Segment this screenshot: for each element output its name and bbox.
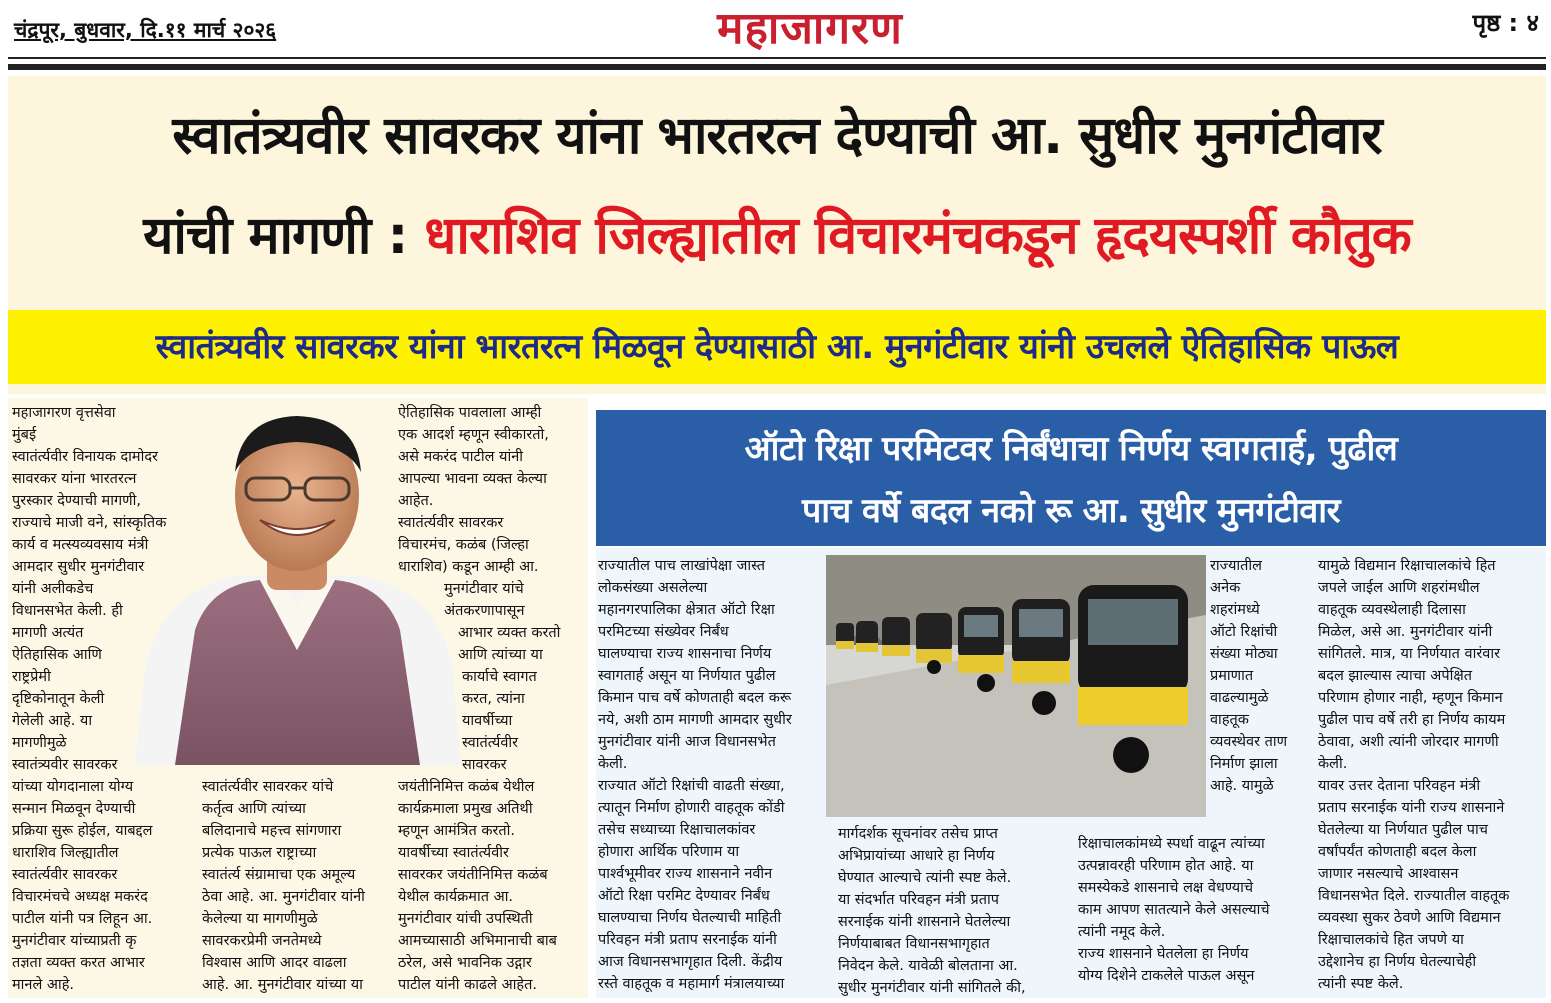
main-col1-line: राष्ट्रप्रेमी: [12, 669, 51, 685]
auto-col1-line: त्यातून निर्माण होणारी वाहतूक कोंडी: [598, 800, 785, 816]
auto-col4-line: रिक्षाचालकांचे हित जपणे या: [1318, 932, 1464, 948]
auto-col4-line: यामुळे विद्यमान रिक्षाचालकांचे हित: [1318, 558, 1496, 574]
auto-col4-line: सांगितले. मात्र, या निर्णयात वारंवार: [1318, 646, 1501, 662]
auto-col2-line: सुधीर मुनगंटीवार यांनी सांगितले की,: [838, 980, 1026, 996]
main-col1-line: मुंबई: [12, 427, 37, 443]
main-col3-line: आहेत.: [398, 493, 434, 509]
auto-col1-line: परमिटच्या संख्येवर निर्बंध: [598, 624, 729, 640]
main-col3-line: करत, त्यांना: [462, 691, 525, 707]
auto-col2-line: सरनाईक यांनी शासनाने घेतलेल्या: [838, 914, 1011, 930]
main-col3-line: आणि त्यांच्या या: [458, 647, 543, 663]
auto-col4-line: बदल झाल्यास त्याचा अपेक्षित: [1318, 668, 1473, 684]
main-col1-line: स्वातंत्र्यवीर सावरकर: [12, 757, 118, 773]
auto-col2-line: या संदर्भात परिवहन मंत्री प्रताप: [838, 892, 999, 908]
auto-col3-line: वाढल्यामुळे: [1210, 690, 1269, 706]
auto-col1-line: नये, अशी ठाम मागणी आमदार सुधीर: [598, 712, 792, 728]
auto-col4-line: यावर उत्तर देताना परिवहन मंत्री: [1318, 778, 1481, 794]
main-col1-line: विचारमंचचे अध्यक्ष मकरंद: [12, 889, 148, 905]
auto-headline-line2: पाच वर्षे बदल नको रू आ. सुधीर मुनगंटीवार: [801, 491, 1341, 531]
main-col3-line: एक आदर्श म्हणून स्वीकारतो,: [398, 427, 549, 443]
main-col1-line: स्वातंर्त्यवीर सावरकर: [12, 867, 118, 883]
main-col1-line: प्रक्रिया सुरू होईल, याबद्दल: [12, 823, 153, 839]
auto-col4-line: जाणार नसल्याचे आश्वासन: [1318, 866, 1459, 882]
main-headline-black: यांची मागणी :: [143, 206, 425, 266]
main-story-col3-top: [398, 402, 576, 776]
auto-col4-line: घेतलेल्या या निर्णयात पुढील पाच: [1318, 822, 1488, 838]
main-headline-box: [8, 76, 1546, 394]
auto-story-col3-top: [1210, 555, 1306, 797]
auto-col3-line: राज्यातील: [1210, 558, 1262, 574]
auto-col4-line: प्रताप सरनाईक यांनी राज्य शासनाने: [1318, 800, 1505, 816]
auto-col3-line: रिक्षाचालकांमध्ये स्पर्धा वाढून त्यांच्या: [1078, 836, 1265, 852]
main-col2-line: स्वातंर्त्यवीर सावरकर यांचे: [202, 779, 334, 795]
main-col3-line: स्वातंर्त्यवीर सावरकर: [398, 515, 504, 531]
main-col1-line: मागणी अत्यंत: [12, 625, 84, 641]
auto-col4-line: मिळेल, असे आ. मुनगंटीवार यांनी: [1318, 624, 1493, 640]
auto-story-col4: [1318, 555, 1542, 995]
auto-col1-line: आज विधानसभागृहात दिली. केंद्रीय: [598, 954, 783, 970]
auto-rickshaw-row-photo: [826, 555, 1206, 817]
main-col2-line: केलेल्या या मागणीमुळे: [202, 911, 318, 927]
auto-col4-line: उद्देशानेच हा निर्णय घेतल्याचेही: [1318, 954, 1477, 970]
main-col1-line: पाटील यांनी पत्र लिहून आ.: [12, 911, 153, 927]
auto-col1-line: मुनगंटीवार यांनी आज विधानसभेत: [598, 734, 776, 750]
main-col1-line: गेलेली आहे. या: [12, 713, 93, 729]
main-col3-line: आपल्या भावना व्यक्त केल्या: [398, 471, 547, 487]
main-col2-line: कर्तृत्व आणि त्यांच्या: [202, 801, 306, 817]
auto-col3-line: राज्य शासनाने घेतलेला हा निर्णय: [1078, 946, 1249, 962]
main-col3-line: कार्यक्रमाला प्रमुख अतिथी: [398, 801, 533, 817]
auto-col1-line: किमान पाच वर्षे कोणताही बदल करू: [598, 690, 792, 706]
auto-col2-line: घेण्यात आल्याचे त्यांनी स्पष्ट केले.: [838, 870, 1012, 886]
main-col1-line: सन्मान मिळवून देण्याची: [12, 801, 136, 817]
auto-col1-line: स्वागतार्ह असून या निर्णयात पुढील: [598, 668, 776, 684]
main-col1-line: ऐतिहासिक आणि: [12, 647, 102, 663]
auto-col4-line: केली.: [1318, 756, 1348, 772]
auto-col3-line: काम आपण सातत्याने केले असल्याचे: [1078, 902, 1270, 918]
auto-col2-line: अभिप्रायांच्या आधारे हा निर्णय: [838, 848, 995, 864]
main-col3-line: जयंतीनिमित्त कळंब येथील: [398, 779, 535, 795]
auto-col1-line: रस्ते वाहतूक व महामार्ग मंत्रालयाच्या: [598, 976, 785, 992]
auto-col4-line: व्यवस्था सुकर ठेवणे आणि विद्यमान: [1318, 910, 1501, 926]
page-number: पृष्ठ : ४: [1472, 9, 1539, 37]
main-col1-line: आमदार सुधीर मुनगंटीवार: [12, 559, 145, 575]
main-subheadline: स्वातंत्र्यवीर सावरकर यांना भारतरत्न मिळवून देण्यासाठी आ. मुनगंटीवार यांनी उचलले ऐतिहासिक पाऊल: [8, 310, 1546, 384]
main-headline-line2: [8, 198, 1546, 269]
auto-col1-line: महानगरपालिका क्षेत्रात ऑटो रिक्षा: [598, 602, 775, 618]
main-col1-line: राज्याचे माजी वने, सांस्कृतिक: [12, 515, 167, 531]
main-col1-line: धाराशिव जिल्ह्यातील: [12, 845, 119, 861]
main-col3-line: कार्याचे स्वागत: [462, 669, 537, 685]
main-col1-line: स्वातंर्त्यवीर विनायक दामोदर: [12, 449, 158, 465]
auto-col2-line: निर्णयाबाबत विधानसभागृहात: [838, 936, 990, 952]
main-col1-line: दृष्टिकोनातून केली: [12, 691, 105, 707]
main-col1-line: मागणीमुळे: [12, 735, 67, 751]
auto-col2-line: निवेदन केले. यावेळी बोलताना आ.: [838, 958, 1018, 974]
auto-col1-line: लोकसंख्या असलेल्या: [598, 580, 708, 596]
main-col3-line: अंतकरणापासून: [444, 603, 525, 619]
main-col1-line: कार्य व मत्स्यव्यवसाय मंत्री: [12, 537, 149, 553]
main-story-col3-bottom: [398, 776, 576, 996]
main-col2-line: ठेवा आहे. आ. मुनगंटीवार यांनी: [202, 889, 365, 905]
main-col1-line: यांच्या योगदानाला योग्य: [12, 779, 134, 795]
auto-headline-bar: [596, 410, 1546, 546]
main-story-col2: [202, 776, 380, 996]
main-col3-line: ऐतिहासिक पावलाला आम्ही: [398, 405, 542, 421]
main-col2-line: प्रत्येक पाऊल राष्ट्राच्या: [202, 845, 317, 861]
main-col3-line: येथील कार्यक्रमात आ.: [398, 889, 514, 905]
main-col1-line: विधानसभेत केली. ही: [12, 603, 123, 619]
auto-col3-line: त्यांनी नमूद केले.: [1078, 924, 1166, 940]
main-headline-line1: स्वातंत्र्यवीर सावरकर यांना भारतरत्न देण्याची आ. सुधीर मुनगंटीवार: [172, 106, 1382, 166]
newspaper-title: महाजागरण: [717, 3, 903, 54]
main-col2-line: आहे. आ. मुनगंटीवार यांच्या या: [202, 977, 363, 993]
main-col3-line: सावरकर जयंतीनिमित्त कळंब: [398, 867, 548, 883]
main-col2-line: सावरकरप्रेमी जनतेमध्ये: [202, 933, 322, 949]
main-col3-line: यावर्षीच्या: [462, 713, 513, 729]
dateline: चंद्रपूर, बुधवार, दि.११ मार्च २०२६: [14, 18, 277, 42]
main-col1-line: यांनी अलीकडेच: [12, 581, 94, 597]
auto-col3-line: अनेक: [1210, 580, 1241, 596]
auto-col4-line: त्यांनी स्पष्ट केले.: [1318, 976, 1404, 992]
auto-col1-line: घालण्याचा राज्य शासनाचा निर्णय: [598, 646, 772, 662]
auto-col4-line: ठेवावा, अशी त्यांनी जोरदार मागणी: [1318, 734, 1499, 750]
main-col2-line: बलिदानाचे महत्त्व सांगणारा: [202, 823, 342, 839]
main-col3-line: सावरकर: [462, 757, 507, 773]
masthead-rule-thick: [8, 64, 1546, 70]
auto-col3-line: व्यवस्थेवर ताण: [1210, 734, 1288, 750]
main-col2-line: विश्वास आणि आदर वाढला: [202, 955, 347, 971]
auto-col3-line: वाहतूक: [1210, 712, 1249, 728]
main-col3-line: आमच्यासाठी अभिमानाची बाब: [398, 933, 557, 949]
auto-col3-line: योग्य दिशेने टाकलेले पाऊल असून: [1078, 968, 1255, 984]
auto-col4-line: पुढील पाच वर्षे तरी हा निर्णय कायम: [1318, 712, 1506, 728]
masthead-rule-thin: [8, 57, 1546, 59]
auto-col1-line: केली.: [598, 756, 628, 772]
main-col2-line: स्वातंर्त्य संग्रामाचा एक अमूल्य: [202, 867, 356, 883]
main-col3-line: म्हणून आमंत्रित करतो.: [398, 823, 516, 839]
auto-headline-line1: ऑटो रिक्षा परमिटवर निर्बंधाचा निर्णय स्वागतार्ह, पुढील: [744, 429, 1398, 469]
auto-col4-line: परिणाम होणार नाही, म्हणून किमान: [1318, 690, 1503, 706]
auto-col1-line: पार्श्वभूमीवर राज्य शासनाने नवीन: [598, 866, 773, 882]
auto-col3-line: निर्माण झाला: [1210, 756, 1278, 772]
main-col1-line: मुनगंटीवार यांच्याप्रती कृ: [12, 933, 137, 949]
main-col3-line: ठरेल, असे भावनिक उद्गार: [398, 955, 532, 971]
main-col3-line: धाराशिव) कडून आम्ही आ.: [398, 559, 539, 575]
auto-col1-line: होणारा आर्थिक परिणाम या: [598, 844, 740, 860]
main-col1-line: मानले आहे.: [12, 977, 75, 993]
main-col1-line: महाजागरण वृत्तसेवा: [12, 405, 116, 421]
auto-story-col3-bottom: [1078, 833, 1304, 987]
auto-col3-line: आहे. यामुळे: [1210, 778, 1274, 794]
auto-col4-line: जपले जाईल आणि शहरांमधील: [1318, 580, 1480, 596]
auto-col3-line: प्रमाणात: [1210, 668, 1254, 684]
main-col3-line: पाटील यांनी काढले आहेत.: [398, 977, 537, 993]
main-story-col1: [12, 402, 186, 996]
main-col3-line: विचारमंच, कळंब (जिल्हा: [398, 537, 529, 553]
auto-col2-line: मार्गदर्शक सूचनांवर तसेच प्राप्त: [838, 826, 998, 842]
main-col1-line: पुरस्कार देण्याची मागणी,: [12, 493, 142, 509]
auto-col4-line: वर्षांपर्यंत कोणताही बदल केला: [1318, 844, 1477, 860]
main-headline-red: धाराशिव जिल्ह्यातील विचारमंचकडून हृदयस्पर्शी कौतुक: [424, 206, 1411, 266]
main-col1-line: सावरकर यांना भारतरत्न: [12, 471, 137, 487]
auto-col1-line: ऑटो रिक्षा परमिट देण्यावर निर्बंध: [598, 888, 770, 904]
auto-story-col2: [838, 823, 1060, 999]
auto-col1-line: राज्यातील पाच लाखांपेक्षा जास्त: [598, 558, 766, 574]
main-col3-line: असे मकरंद पाटील यांनी: [398, 449, 523, 465]
auto-col3-line: शहरांमध्ये: [1210, 602, 1260, 618]
auto-story-col1: [598, 555, 818, 995]
main-col3-line: स्वातंर्त्यवीर: [462, 735, 519, 751]
main-col3-line: मुनगंटीवार यांची उपस्थिती: [398, 911, 533, 927]
auto-col4-line: वाहतूक व्यवस्थेलाही दिलासा: [1318, 602, 1466, 618]
auto-col3-line: उत्पन्नावरही परिणाम होत आहे. या: [1078, 858, 1254, 874]
auto-col1-line: परिवहन मंत्री प्रताप सरनाईक यांनी: [598, 932, 777, 948]
auto-col3-line: ऑटो रिक्षांची: [1210, 624, 1278, 640]
main-col3-line: मुनगंटीवार यांचे: [444, 581, 524, 597]
auto-col1-line: तसेच सध्याच्या रिक्षाचालकांवर: [598, 822, 756, 838]
masthead: [0, 0, 1551, 58]
auto-col4-line: विधानसभेत दिले. राज्यातील वाहतूक: [1318, 888, 1510, 904]
auto-col3-line: संख्या मोठ्या: [1210, 646, 1278, 662]
auto-col1-line: राज्यात ऑटो रिक्षांची वाढती संख्या,: [598, 778, 785, 794]
main-col3-line: यावर्षीच्या स्वातंर्त्यवीर: [398, 845, 509, 861]
auto-col3-line: समस्येकडे शासनाचे लक्ष वेधण्याचे: [1078, 880, 1254, 896]
main-col1-line: तज्ञता व्यक्त करत आभार: [12, 955, 145, 971]
main-col3-line: आभार व्यक्त करतो: [458, 625, 561, 641]
auto-col1-line: घालण्याचा निर्णय घेतल्याची माहिती: [598, 910, 782, 926]
